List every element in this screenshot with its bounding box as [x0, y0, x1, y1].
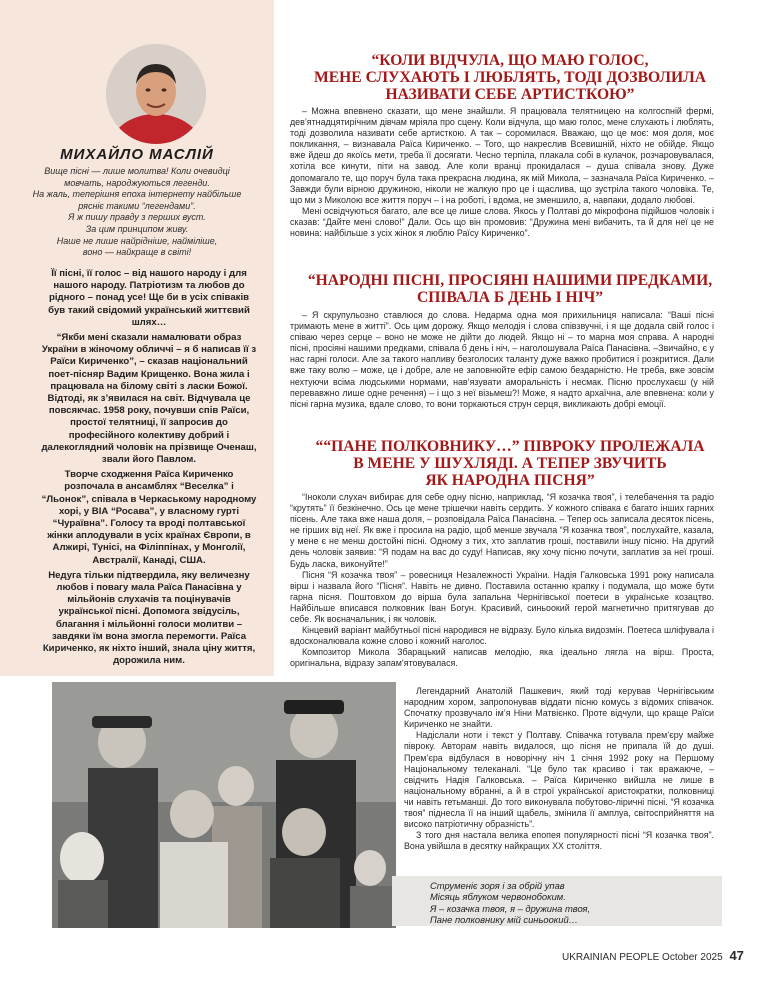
paragraph: – Я скрупульозно ставлюся до слова. Недарма одна моя прихильниця написала: “Ваші пісні тримають мене в житті”. Ось цим дорожу. Якщо мелодія і слова співзвучні, і я ще додала свій голос і співаю через серце – воно не може не дійти до людей. Якщо ні – то марна моя справа. А народні пісні, просіяні нашими предками, співала б день і ніч, – наголошувала Раїса Панасівна. –Звичайно, є у нас гарні голоси. Але за такого напливу безголосих таланту дуже важко пробитися і розкритися. Дали вже таку волю – може, це і добре, але не заповнюйте ефір самою бездарністю. Не треба, вже зовсім нехтуючи всіма людськими нормами, нав’язувати аморальність і несмак. Пісню прослухаєш (у ній перевавжно лише одне речення) – і що з неї візьмеш?! Може, я надто архаїчна, але впевнена: коли у пісні гарна музика, вдале слово, то вони торкаються струн серця, викликають добрі емоції. [290, 310, 714, 409]
heading-line: В МЕНЕ У ШУХЛЯДІ. А ТЕПЕР ЗВУЧИТЬ [353, 455, 667, 472]
heading-line: СПІВАЛА Б ДЕНЬ І НІЧ” [417, 289, 603, 306]
epigraph-line: воно — найкраще в світі! [82, 247, 192, 258]
sidebar-paragraph: Недуга тільки підтвердила, яку величезну любов і повагу мала Раїса Панасівна у мільйонів слухачів та поцінувачів української пісні. Допомога звідусіль, благання і мільйонні голоси молитви – завдяки їм вона змогла перемогти. Раїса Кириченко, як ніхто інший, знала ціну життя, дорожила ним. [42, 569, 256, 667]
heading-line: МЕНЕ СЛУХАЮТЬ І ЛЮБЛЯТЬ, ТОДІ ДОЗВОЛИЛА [314, 69, 706, 86]
caption-line: Струменіє зоря і за обрій упав [430, 880, 565, 891]
epigraph [30, 166, 244, 259]
page-footer [562, 948, 742, 963]
caption-text [430, 880, 590, 926]
page-number: 47 [729, 948, 744, 963]
author-name: МИХАЙЛО МАСЛІЙ [60, 146, 214, 163]
epigraph-line: За цим принципом живу. [85, 223, 189, 234]
caption-line: Я – козачка твоя, я – дружина твоя, [430, 902, 591, 914]
magazine-name: UKRAINIAN PEOPLE [562, 952, 660, 963]
epigraph-line: Вище пісні — лише молитва! Коли очевидці [44, 166, 230, 176]
sidebar-paragraph: “Якби мені сказали намалювати образ України в жіночому обличчі – я б написав її з Раїси Кириченко”, – сказав національний поет-пісняр Вадим Крищенко. Вона жила і працювала на білому світі з ласки Божої. Відтоді, як з’явилася на світ. Відчувала це повсякчас. 1958 року, почувши спів Раїси, простої телятниці, її запросив до професійного колективу добрий і далекоглядний чоловік на прізвище Оченаш, звали його Павлом. [41, 332, 257, 466]
paragraph: – Можна впевнено сказати, що мене знайшли. Я працювала телятницею на колгоспній фермі, дев’ятнадцятирічним дівчам мріяла про сцену. Коли відчула, що маю голос, мене слухають і люблять, тоді дозволила називати себе артисткою. А так – соромилася. Вважаю, що це моє: моя доля, моє покликання, – визнавала Раїса Кириченко. – Того, що накреслив Всевишній, ніхто не обійде. Якщо вже йдеш до якоїсь мети, треба її досягати. Чесно терпіла, плакала собі в кулачок, розчаровувалася, хотіла все кинути, піти на завод. Але коли вранці прокидалася – душа співала знову. Дуже допомагало те, що поруч була така прекрасна людина, як мій Микола, – зазначала Раїса Кириченко. – Завжди були вірною дружиною, ніколи не жалкую про це і щаслива, що зустріла такого чоловіка. Те, що ми з Миколою все життя поруч – і на роботі, і вдома, не зменшило, а, навпаки, додало любові. [290, 106, 714, 205]
heading-line: “КОЛИ ВІДЧУЛА, ЩО МАЮ ГОЛОС, [371, 52, 649, 69]
heading-line: НАЗИВАТИ СЕБЕ АРТИСТКОЮ” [385, 86, 635, 103]
section-heading [290, 52, 730, 103]
group-photo-image [52, 682, 396, 928]
issue-date: October 2025 [662, 952, 723, 963]
section-heading [290, 272, 730, 306]
epigraph-line: Наше не лише найрідніше, найміліше, [56, 235, 218, 246]
epigraph-line: мовчать, народжуються легенди. [64, 177, 210, 188]
paragraph: “Іноколи слухач вибирає для себе одну пісню, наприклад, “Я козачка твоя”, і телебачення та радіо “крутять” її безкінечно. Ось це мене трішечки навіть сердить. У кожного співака є багато інших гарних пісень. Але така вже наша доля, – розповідала Раїса Панасівна. – Тепер ось записала десяток пісень, не гірших від неї. Як вже і просила на радіо, щоб менше звучала “Я козачка твоя”, послухайте, казала, у мене є не менш достойні пісні. Одному з тих, хто заплатив гроші, поставили іншу пісню. На другий день чоловік заявив: “Я подам на вас до суду! Написав, яку хочу пісню почути, заплатив за неї гроші. Будь ласка, виконуйте!” [290, 492, 714, 569]
group-photo [52, 682, 396, 928]
caption-line: Пане полковнику мій синьоокий… [430, 914, 579, 926]
lyrics-caption [392, 876, 722, 926]
paragraph: Композитор Микола Збарацький написав мелодію, яка ідеально лягла на вірш. Проста, оригінальна, відразу запам’ятовувалася. [290, 647, 714, 669]
heading-line: ЯК НАРОДНА ПІСНЯ” [425, 472, 595, 489]
paragraph: Пісня “Я козачка твоя” – ровесниця Незалежності України. Надія Галковська 1991 року написала вірш і назвала його “Пісня”. Навіть не дивно. Поставила останню крапку і подумала, що може бути гарна пісня. Поштовхом до вірша була запальна Чернігівської поетеси в українське козацтво. Найбільше вписався полковник Іван Богун. Красивий, синьоокий герой магнетично притягував до себе. Як воєначальник, і як чоловік. [290, 569, 714, 625]
paragraph: З того дня настала велика епопея популярності пісні “Я козачка твоя”. Вона увійшла в десятку найкращих XX століття. [404, 830, 714, 852]
section-body [290, 310, 714, 410]
paragraph: Легендарний Анатолій Пашкевич, який тоді керував Чернігівським народним хором, запропонував віддати пісню комусь з відомих співачок. Спочатку прозвучало ім’я Ніни Матвієнко. Проте відчули, що краще Раїси Кириченко не знайти. [404, 686, 714, 730]
section-body [290, 106, 714, 239]
paragraph: Мені освідчуються багато, але все це лише слова. Якось у Полтаві до мікрофона підійшов чоловік і сказав: “Дайте мені слово!” Дали. Ось що він промовив: “Дружина мені вибачить, та й для неї це не новина: найбільше з усіх жінок я люблю Раїсу Кириченко”. [290, 205, 714, 239]
epigraph-line: Я ж пишу правду з перших вуст. [68, 212, 206, 223]
heading-line: ““ПАНЕ ПОЛКОВНИКУ…” ПІВРОКУ ПРОЛЕЖАЛА [315, 438, 705, 455]
section-body [290, 492, 714, 670]
paragraph: Надіслали ноти і текст у Полтаву. Співачка готувала прем’єру майже півроку. Авторам навіть видалося, що пісня не припала їй до душі. Прем’єра відбулася в новорічну ніч 1 січня 1992 року на Першому Національному телеканалі. “Це було так красиво і так вражаюче, – свідчить Надія Галковська. – Раїса Кириченко вийшла не лише в національному вбранні, а й в строї української аристократки, полковниці чи навіть гетьманші. До того виконувала побутово-ліричні пісні. “Я козачка твоя” піднесла її на інший щабель, змінила її амплуа, світосприйняття на високо патріотичну образність”. [404, 730, 714, 830]
sidebar-body [40, 268, 258, 671]
section-body-continued [404, 686, 714, 852]
section-heading [290, 438, 730, 489]
epigraph-line: рясніє такими “легендами”. [78, 200, 196, 211]
sidebar-paragraph: Її пісні, її голос – від нашого народу і для нашого народу. Патріотизм та любов до рідного – понад усе! Ще би в усіх співаків був такий свідомий український життєвий шлях… [48, 268, 250, 328]
sidebar-paragraph: Творче сходження Раїса Кириченко розпочала в ансамблях “Веселка” і “Льонок”, співала в Черкаському народному хорі, у ВІА “Росава”, у власному гурті “Чураївна”. Голосу та вроді полтавської жінки аплодували в усіх країнах Європи, в Алжирі, Тунісі, на Філіппінах, у Монголії, Австралії, Канаді, США. [41, 469, 257, 566]
paragraph: Кінцевий варіант майбутньої пісні народився не відразу. Було кілька видозмін. Поетеса шліфувала і вдосконалювала кожне слово і кожний наголос. [290, 625, 714, 647]
author-portrait [106, 44, 206, 144]
epigraph-line: На жаль, теперішня епоха інтернету найбільше [32, 189, 242, 200]
caption-line: Місяць яблуком червонобоким. [430, 891, 566, 903]
portrait-image [106, 44, 206, 144]
heading-line: “НАРОДНІ ПІСНІ, ПРОСІЯНІ НАШИМИ ПРЕДКАМИ, [307, 272, 713, 289]
